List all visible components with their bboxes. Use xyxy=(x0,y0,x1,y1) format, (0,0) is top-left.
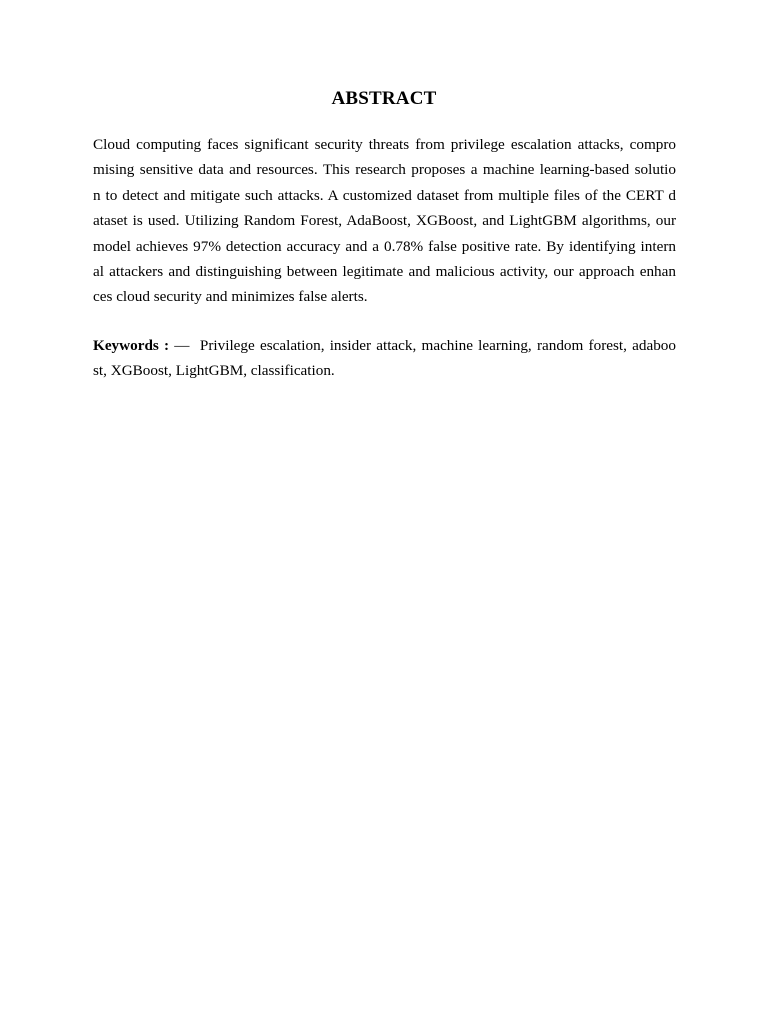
abstract-line: n to detect and mitigate such attacks. A customized dataset from multiple files of the CERT d xyxy=(93,186,676,204)
abstract-line: model achieves 97% detection accuracy and a 0.78% false positive rate. By identifying intern xyxy=(93,237,676,255)
keywords-dash: — xyxy=(169,337,200,354)
keywords-line xyxy=(93,333,676,358)
abstract-line: mising sensitive data and resources. This research proposes a machine learning-based solutio xyxy=(93,161,676,179)
abstract-line: ataset is used. Utilizing Random Forest, AdaBoost, XGBoost, and LightGBM algorithms, our xyxy=(93,212,676,230)
keywords-paragraph xyxy=(93,333,676,384)
keywords-line: st, XGBoost, LightGBM, classification. xyxy=(93,362,335,380)
abstract-line: al attackers and distinguishing between legitimate and malicious activity, our approach enhan xyxy=(93,262,676,280)
abstract-line: Cloud computing faces significant security threats from privilege escalation attacks, compro xyxy=(93,136,676,153)
abstract-line: ces cloud security and minimizes false alerts. xyxy=(93,288,368,306)
keywords-label: Keywords : xyxy=(93,337,170,354)
page-title: ABSTRACT xyxy=(331,88,437,109)
abstract-paragraph xyxy=(93,132,676,310)
keywords-text: Privilege escalation, insider attack, machine learning, random forest, adaboo xyxy=(199,337,676,354)
